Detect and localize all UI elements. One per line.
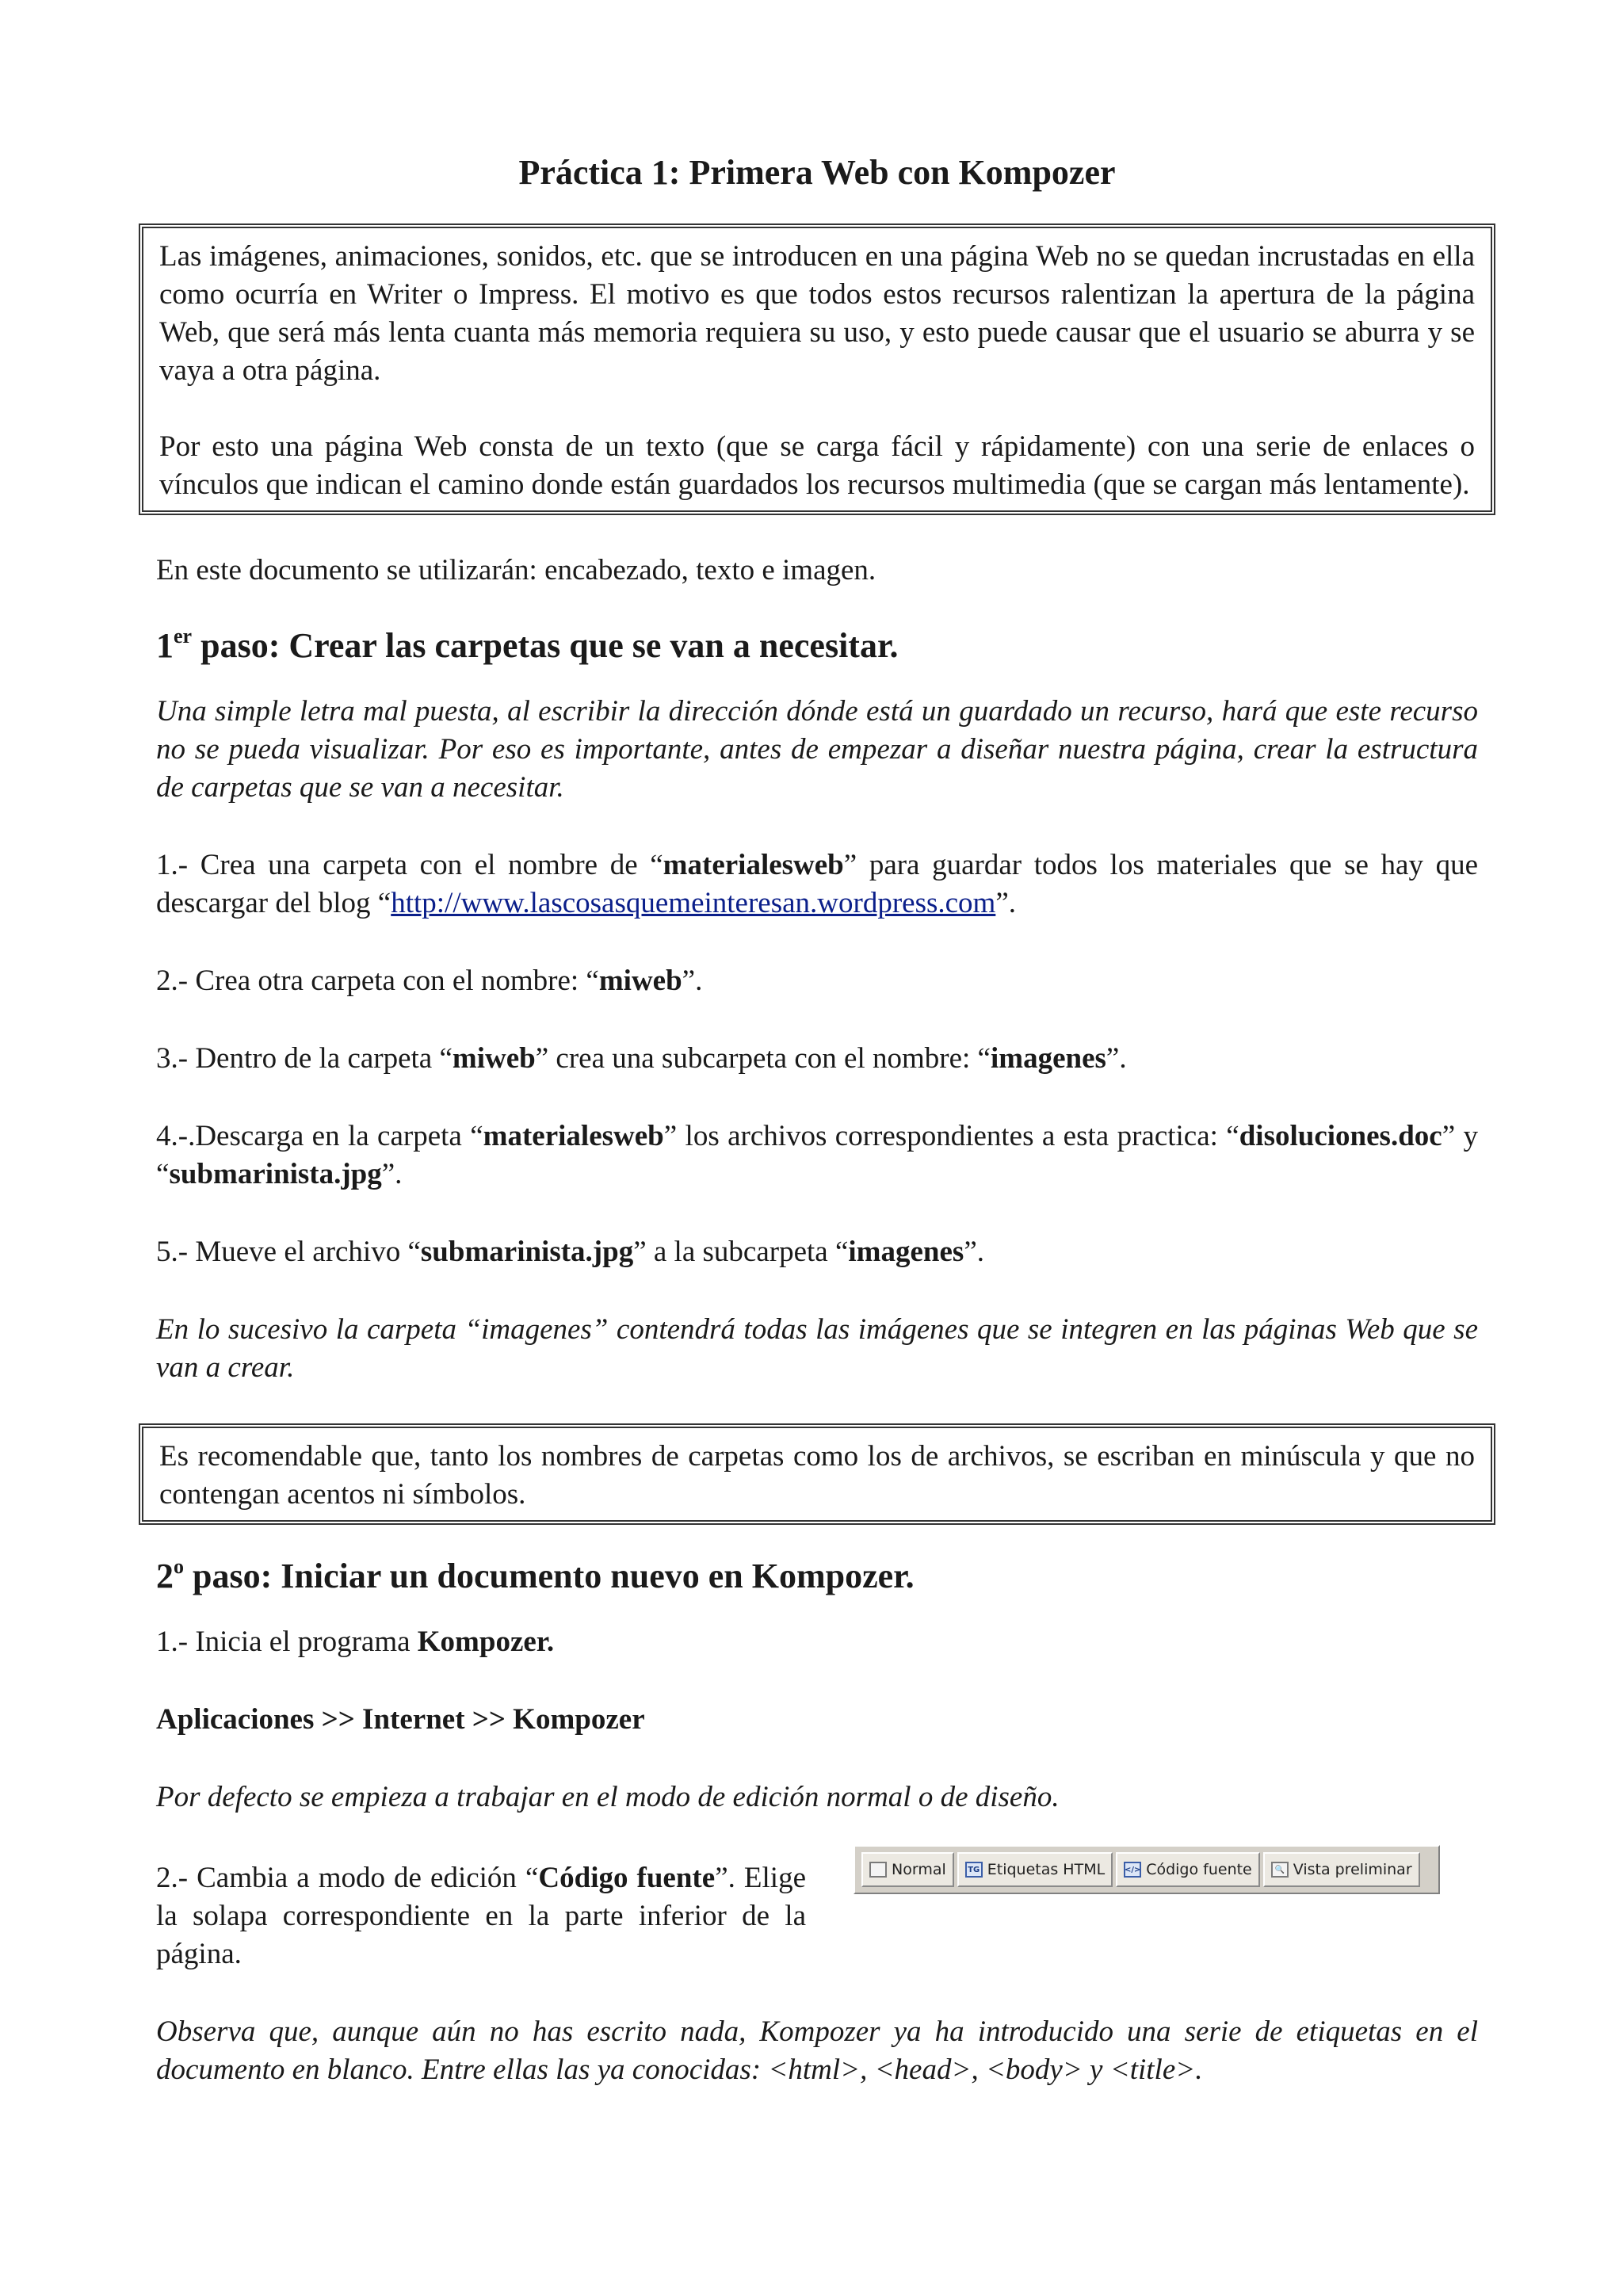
document-content xyxy=(156,151,1478,2089)
step2-heading-text: paso: Iniciar un documento nuevo en Kompozer. xyxy=(184,1557,915,1595)
recommendation-box xyxy=(139,1423,1495,1525)
page-icon xyxy=(869,1862,887,1878)
step2-ordinal: o xyxy=(174,1555,184,1578)
folder-name-miweb: miweb xyxy=(452,1042,536,1075)
step2-number: 2 xyxy=(156,1557,174,1595)
folder-name-miweb: miweb xyxy=(598,965,682,997)
tab-vista-label: Vista preliminar xyxy=(1293,1861,1412,1878)
step1-item-1: 1.- Crea una carpeta con el nombre de “materialesweb” para guardar todos los materiales que se hay que descargar del blog “http://www.lascosasquemeinteresan.wordpress.com”. xyxy=(156,849,1478,919)
tab-etiquetas-label: Etiquetas HTML xyxy=(987,1861,1106,1878)
folder-name-imagenes: imagenes xyxy=(848,1236,964,1268)
file-name-disoluciones: disoluciones.doc xyxy=(1239,1120,1442,1152)
folder-name-materialesweb: materialesweb xyxy=(483,1120,664,1152)
preview-magnifier-icon: 🔍 xyxy=(1271,1862,1289,1878)
step1-item-4: 4.-.Descarga en la carpeta “materialesweb” los archivos correspondientes a esta practica: “disoluciones.doc” y “submarinista.jpg”. xyxy=(156,1120,1479,1190)
tab-etiquetas-html[interactable] xyxy=(957,1852,1113,1887)
tab-vista-preliminar[interactable] xyxy=(1263,1852,1420,1887)
tab-normal-label: Normal xyxy=(892,1861,946,1878)
program-name: Kompozer. xyxy=(417,1626,555,1658)
step1-item-2: 2.- Crea otra carpeta con el nombre: “miweb”. xyxy=(156,965,703,997)
blog-link[interactable]: http://www.lascosasquemeinteresan.wordpress.com xyxy=(391,887,996,919)
file-name-submarinista: submarinista.jpg xyxy=(420,1236,634,1268)
step1-ordinal: er xyxy=(174,625,193,648)
step1-note: Una simple letra mal puesta, al escribir la dirección dónde está un guardado un recurso, hará que este recurso no se pueda visualizar. Por eso es importante, antes de empezar a diseñar nuestra página, crear la estructura de carpetas que se van a necesitar. xyxy=(156,695,1478,804)
tab-codigo-label: Código fuente xyxy=(1146,1861,1252,1878)
step1-note-2: En lo sucesivo la carpeta “imagenes” contendrá todas las imágenes que se integren en las páginas Web que se van a crear. xyxy=(156,1313,1478,1384)
step2-item-2-row xyxy=(156,1859,1478,1973)
step2-heading xyxy=(156,1553,1478,1599)
tab-codigo-fuente[interactable] xyxy=(1116,1852,1260,1887)
tags-icon: TG xyxy=(965,1862,983,1878)
mode-name-source: Código fuente xyxy=(538,1862,716,1894)
step2-note: Por defecto se empieza a trabajar en el modo de edición normal o de diseño. xyxy=(156,1781,1060,1813)
step1-heading xyxy=(156,623,1478,669)
step1-item-3: 3.- Dentro de la carpeta “miweb” crea una subcarpeta con el nombre: “imagenes”. xyxy=(156,1042,1127,1075)
step1-heading-text: paso: Crear las carpetas que se van a necesitar. xyxy=(192,626,899,665)
tab-normal[interactable] xyxy=(861,1852,954,1887)
intro-box xyxy=(139,223,1495,515)
step2-item-1: 1.- Inicia el programa Kompozer. xyxy=(156,1626,555,1658)
recommendation-text: Es recomendable que, tanto los nombres de carpetas como los de archivos, se escriban en minúscula y que no contengan acentos ni símbolos. xyxy=(159,1440,1475,1511)
intro-paragraph-1: Las imágenes, animaciones, sonidos, etc. que se introducen en una página Web no se quedan incrustadas en ella como ocurría en Writer o Impress. El motivo es que todos estos recursos ralentizan la apertura de la página Web, que será más lenta cuanta más memoria requiera su uso, y esto puede causar que el usuario se aburra y se vaya a otra página. xyxy=(159,240,1475,387)
source-code-icon: </> xyxy=(1124,1862,1141,1878)
menu-path: Aplicaciones >> Internet >> Kompozer xyxy=(156,1703,645,1736)
folder-name-imagenes: imagenes xyxy=(990,1042,1106,1075)
step2-final-note: Observa que, aunque aún no has escrito nada, Kompozer ya ha introducido una serie de etiquetas en el documento en blanco. Entre ellas las ya conocidas: <html>, <head>, <body> y <title>. xyxy=(156,2015,1478,2086)
page-title: Práctica 1: Primera Web con Kompozer xyxy=(518,153,1116,192)
step2-item-2: 2.- Cambia a modo de edición “Código fuente”. Elige la solapa correspondiente en la parte inferior de la página. xyxy=(156,1862,806,1970)
file-name-submarinista: submarinista.jpg xyxy=(169,1158,382,1190)
edit-mode-tab-bar xyxy=(854,1845,1440,1894)
step1-number: 1 xyxy=(156,626,174,665)
folder-name-materialesweb: materialesweb xyxy=(663,849,844,881)
step1-item-5: 5.- Mueve el archivo “submarinista.jpg” a la subcarpeta “imagenes”. xyxy=(156,1236,984,1268)
doc-uses-text: En este documento se utilizarán: encabezado, texto e imagen. xyxy=(156,554,876,586)
intro-paragraph-2: Por esto una página Web consta de un texto (que se carga fácil y rápidamente) con una serie de enlaces o vínculos que indican el camino donde están guardados los recursos multimedia (que se cargan más lentamente). xyxy=(159,430,1475,501)
